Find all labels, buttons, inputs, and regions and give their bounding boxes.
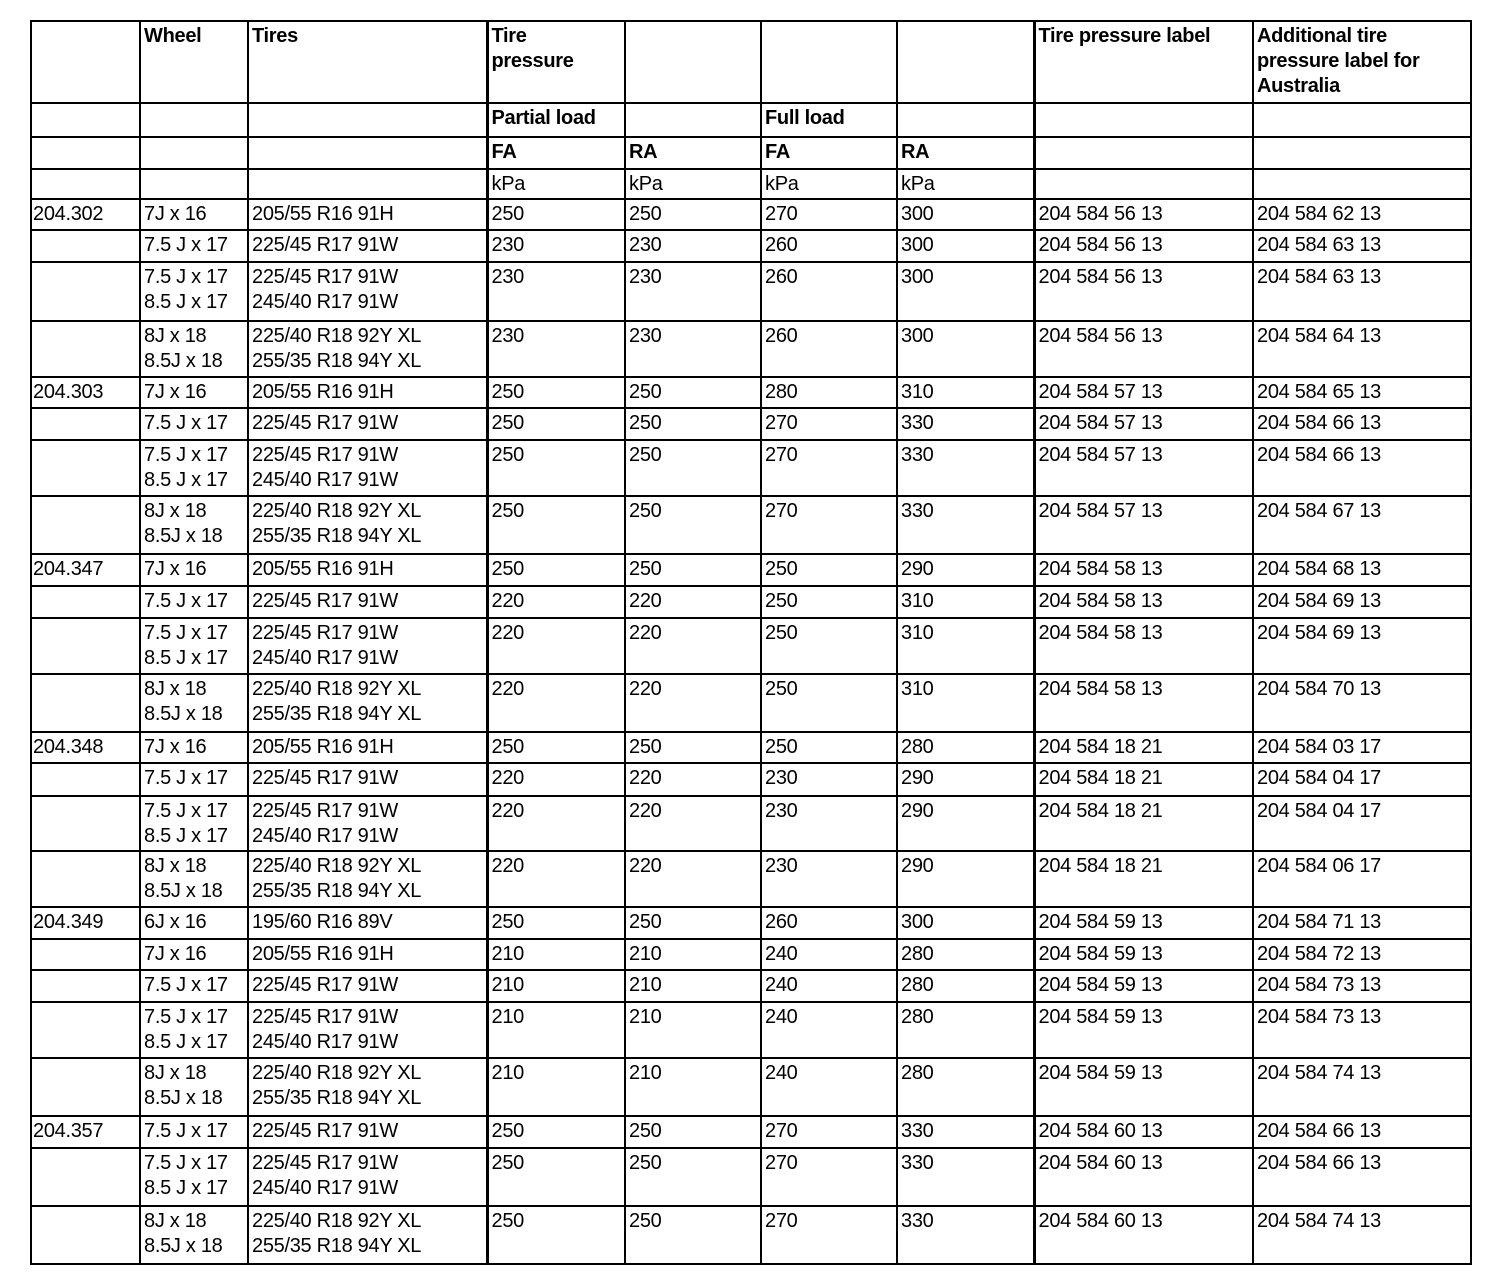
cell-partial-ra: 250 [625,1116,761,1148]
table-row [31,496,1471,554]
cell-label: 204 584 56 13 [1034,199,1253,230]
cell-wheel: 7.5 J x 17 [140,586,248,618]
cell-label-australia: 204 584 66 13 [1253,1116,1471,1148]
cell-full-fa: 240 [761,970,897,1002]
cell-full-ra: 330 [897,1116,1034,1148]
cell-full-fa: 250 [761,674,897,732]
cell-partial-fa: 230 [487,321,625,377]
header-cell-partial-fa: FA [487,137,625,169]
cell-partial-fa: 230 [487,262,625,321]
cell-tires: 225/45 R17 91W [248,586,487,618]
cell-label: 204 584 58 13 [1034,586,1253,618]
cell-partial-ra: 210 [625,1002,761,1058]
header-cell-full-fa: FA [761,137,897,169]
table-row [31,1058,1471,1116]
cell-model [31,262,140,321]
cell-partial-ra: 250 [625,732,761,763]
header-row [31,103,1471,137]
cell-label-australia: 204 584 66 13 [1253,408,1471,440]
cell-label-australia: 204 584 74 13 [1253,1058,1471,1116]
cell-partial-ra: 220 [625,618,761,674]
table-row [31,440,1471,496]
header-cell-label-australia [1253,137,1471,169]
header-cell-label: Tire pressure label [1034,21,1253,103]
cell-full-fa: 270 [761,408,897,440]
header-row [31,21,1471,103]
cell-full-fa: 270 [761,1148,897,1206]
cell-full-ra: 300 [897,230,1034,262]
cell-partial-ra: 210 [625,1058,761,1116]
cell-wheel: 7.5 J x 17 [140,763,248,796]
cell-label: 204 584 60 13 [1034,1148,1253,1206]
cell-wheel: 7J x 16 [140,377,248,408]
cell-label-australia: 204 584 65 13 [1253,377,1471,408]
cell-partial-fa: 220 [487,851,625,907]
cell-tires: 225/45 R17 91W [248,763,487,796]
table-row [31,1148,1471,1206]
cell-full-fa: 230 [761,796,897,851]
cell-full-ra: kPa [897,169,1034,199]
cell-tires: 225/45 R17 91W [248,230,487,262]
cell-wheel: 7J x 16 [140,199,248,230]
cell-label-australia: 204 584 68 13 [1253,554,1471,586]
cell-wheel: 8J x 18 8.5J x 18 [140,1058,248,1116]
cell-full-ra: 310 [897,618,1034,674]
header-cell-wheel [140,103,248,137]
cell-full-ra: 310 [897,586,1034,618]
cell-label-australia [1253,169,1471,199]
cell-wheel: 8J x 18 8.5J x 18 [140,321,248,377]
header-cell-partial-ra [625,103,761,137]
cell-label: 204 584 56 13 [1034,321,1253,377]
cell-label-australia: 204 584 66 13 [1253,1148,1471,1206]
cell-tires: 225/45 R17 91W 245/40 R17 91W [248,262,487,321]
cell-wheel: 8J x 18 8.5J x 18 [140,496,248,554]
cell-tires: 225/45 R17 91W [248,1116,487,1148]
cell-full-fa: 250 [761,732,897,763]
cell-full-ra: 300 [897,262,1034,321]
cell-partial-ra: 250 [625,907,761,939]
cell-partial-ra: 220 [625,796,761,851]
table-row [31,970,1471,1002]
cell-partial-ra: 250 [625,554,761,586]
cell-partial-fa: 220 [487,618,625,674]
cell-label-australia: 204 584 03 17 [1253,732,1471,763]
cell-full-fa: kPa [761,169,897,199]
cell-tires: 225/40 R18 92Y XL 255/35 R18 94Y XL [248,1206,487,1264]
header-cell-partial-ra [625,21,761,103]
cell-label-australia: 204 584 62 13 [1253,199,1471,230]
cell-full-ra: 280 [897,1058,1034,1116]
cell-model: 204.348 [31,732,140,763]
cell-label: 204 584 59 13 [1034,1058,1253,1116]
cell-partial-ra: 220 [625,586,761,618]
cell-label: 204 584 56 13 [1034,262,1253,321]
cell-wheel: 7J x 16 [140,732,248,763]
cell-model [31,796,140,851]
table-row [31,939,1471,970]
table-row [31,732,1471,763]
cell-label: 204 584 58 13 [1034,674,1253,732]
table-row [31,321,1471,377]
cell-tires: 225/45 R17 91W [248,970,487,1002]
cell-label [1034,169,1253,199]
cell-wheel: 8J x 18 8.5J x 18 [140,674,248,732]
cell-wheel: 7.5 J x 17 8.5 J x 17 [140,796,248,851]
cell-full-fa: 250 [761,586,897,618]
header-cell-full-ra [897,103,1034,137]
cell-full-fa: 270 [761,496,897,554]
cell-label-australia: 204 584 71 13 [1253,907,1471,939]
tire-pressure-table [30,20,1472,1265]
cell-full-fa: 270 [761,1116,897,1148]
cell-label-australia: 204 584 72 13 [1253,939,1471,970]
cell-full-fa: 250 [761,618,897,674]
cell-full-fa: 230 [761,851,897,907]
cell-tires: 225/40 R18 92Y XL 255/35 R18 94Y XL [248,321,487,377]
cell-tires: 205/55 R16 91H [248,377,487,408]
cell-partial-fa: 250 [487,1116,625,1148]
header-cell-partial-fa: Partial load [487,103,625,137]
cell-full-ra: 280 [897,732,1034,763]
cell-label-australia: 204 584 04 17 [1253,796,1471,851]
cell-tires: 225/40 R18 92Y XL 255/35 R18 94Y XL [248,851,487,907]
cell-label: 204 584 18 21 [1034,763,1253,796]
cell-partial-ra: 250 [625,1206,761,1264]
table-row [31,907,1471,939]
table-row [31,230,1471,262]
cell-wheel [140,169,248,199]
header-cell-model [31,21,140,103]
cell-label-australia: 204 584 63 13 [1253,230,1471,262]
cell-tires: 225/40 R18 92Y XL 255/35 R18 94Y XL [248,674,487,732]
cell-full-ra: 330 [897,1206,1034,1264]
cell-label-australia: 204 584 64 13 [1253,321,1471,377]
cell-partial-ra: 230 [625,230,761,262]
table-row [31,586,1471,618]
header-cell-label [1034,103,1253,137]
cell-label: 204 584 59 13 [1034,970,1253,1002]
cell-model [31,169,140,199]
cell-full-fa: 260 [761,262,897,321]
cell-partial-ra: 250 [625,1148,761,1206]
cell-wheel: 7.5 J x 17 [140,408,248,440]
cell-full-ra: 300 [897,199,1034,230]
cell-full-fa: 260 [761,230,897,262]
cell-tires: 225/40 R18 92Y XL 255/35 R18 94Y XL [248,496,487,554]
cell-wheel: 7.5 J x 17 8.5 J x 17 [140,1148,248,1206]
cell-full-fa: 240 [761,939,897,970]
cell-model [31,763,140,796]
cell-full-ra: 330 [897,496,1034,554]
cell-partial-fa: 220 [487,674,625,732]
cell-label: 204 584 18 21 [1034,851,1253,907]
cell-label: 204 584 59 13 [1034,939,1253,970]
cell-partial-ra: 230 [625,262,761,321]
cell-model [31,408,140,440]
cell-partial-fa: 210 [487,970,625,1002]
cell-tires: 205/55 R16 91H [248,732,487,763]
cell-model: 204.347 [31,554,140,586]
cell-partial-ra: 250 [625,377,761,408]
table-row [31,262,1471,321]
cell-full-ra: 300 [897,321,1034,377]
cell-label: 204 584 60 13 [1034,1116,1253,1148]
cell-label-australia: 204 584 73 13 [1253,970,1471,1002]
cell-tires [248,169,487,199]
header-cell-partial-fa: Tire pressure [487,21,625,103]
header-cell-model [31,137,140,169]
cell-partial-fa: 220 [487,796,625,851]
cell-tires: 225/40 R18 92Y XL 255/35 R18 94Y XL [248,1058,487,1116]
cell-wheel: 8J x 18 8.5J x 18 [140,1206,248,1264]
cell-partial-ra: 220 [625,763,761,796]
table-row [31,763,1471,796]
cell-label-australia: 204 584 69 13 [1253,586,1471,618]
cell-wheel: 8J x 18 8.5J x 18 [140,851,248,907]
header-cell-wheel: Wheel [140,21,248,103]
cell-full-fa: 270 [761,199,897,230]
cell-wheel: 7.5 J x 17 [140,1116,248,1148]
cell-full-fa: 280 [761,377,897,408]
cell-full-fa: 260 [761,907,897,939]
cell-partial-fa: 250 [487,199,625,230]
cell-label: 204 584 56 13 [1034,230,1253,262]
cell-partial-fa: 250 [487,1148,625,1206]
cell-tires: 205/55 R16 91H [248,939,487,970]
cell-label: 204 584 59 13 [1034,907,1253,939]
cell-partial-fa: kPa [487,169,625,199]
cell-partial-fa: 210 [487,1002,625,1058]
cell-label-australia: 204 584 74 13 [1253,1206,1471,1264]
header-cell-model [31,103,140,137]
cell-full-fa: 260 [761,321,897,377]
cell-label-australia: 204 584 06 17 [1253,851,1471,907]
table-row [31,199,1471,230]
cell-tires: 205/55 R16 91H [248,199,487,230]
cell-partial-fa: 250 [487,554,625,586]
cell-label-australia: 204 584 69 13 [1253,618,1471,674]
cell-partial-ra: 230 [625,321,761,377]
cell-model [31,674,140,732]
cell-label: 204 584 18 21 [1034,796,1253,851]
cell-model [31,230,140,262]
cell-partial-fa: 250 [487,1206,625,1264]
cell-model [31,851,140,907]
cell-wheel: 6J x 16 [140,907,248,939]
cell-tires: 195/60 R16 89V [248,907,487,939]
table-row [31,851,1471,907]
table-row [31,796,1471,851]
cell-wheel: 7.5 J x 17 8.5 J x 17 [140,262,248,321]
cell-partial-ra: kPa [625,169,761,199]
header-cell-tires [248,103,487,137]
cell-label: 204 584 57 13 [1034,440,1253,496]
cell-full-ra: 280 [897,939,1034,970]
cell-partial-ra: 250 [625,408,761,440]
cell-partial-fa: 250 [487,732,625,763]
cell-wheel: 7.5 J x 17 8.5 J x 17 [140,440,248,496]
header-cell-label-australia [1253,103,1471,137]
cell-full-ra: 290 [897,554,1034,586]
cell-partial-fa: 250 [487,907,625,939]
cell-model [31,496,140,554]
header-cell-wheel [140,137,248,169]
cell-partial-ra: 250 [625,199,761,230]
header-cell-tires: Tires [248,21,487,103]
cell-full-fa: 250 [761,554,897,586]
cell-full-fa: 230 [761,763,897,796]
cell-full-ra: 280 [897,970,1034,1002]
cell-tires: 225/45 R17 91W 245/40 R17 91W [248,440,487,496]
header-row [31,169,1471,199]
cell-full-ra: 290 [897,796,1034,851]
cell-full-ra: 290 [897,763,1034,796]
table-row [31,1206,1471,1264]
cell-model [31,321,140,377]
cell-partial-ra: 220 [625,851,761,907]
header-cell-full-ra [897,21,1034,103]
table-row [31,1116,1471,1148]
cell-full-ra: 330 [897,408,1034,440]
cell-wheel: 7.5 J x 17 8.5 J x 17 [140,618,248,674]
cell-model: 204.349 [31,907,140,939]
cell-full-ra: 300 [897,907,1034,939]
header-row [31,137,1471,169]
cell-full-ra: 310 [897,674,1034,732]
cell-full-ra: 330 [897,1148,1034,1206]
cell-model [31,970,140,1002]
cell-label: 204 584 59 13 [1034,1002,1253,1058]
cell-partial-fa: 220 [487,586,625,618]
cell-partial-fa: 210 [487,939,625,970]
header-cell-full-fa: Full load [761,103,897,137]
cell-model [31,1002,140,1058]
cell-partial-ra: 220 [625,674,761,732]
cell-wheel: 7J x 16 [140,939,248,970]
cell-model: 204.302 [31,199,140,230]
cell-label-australia: 204 584 70 13 [1253,674,1471,732]
cell-model [31,618,140,674]
cell-label: 204 584 58 13 [1034,618,1253,674]
cell-partial-ra: 250 [625,440,761,496]
cell-label: 204 584 58 13 [1034,554,1253,586]
cell-model: 204.303 [31,377,140,408]
cell-model [31,1206,140,1264]
cell-tires: 205/55 R16 91H [248,554,487,586]
cell-tires: 225/45 R17 91W 245/40 R17 91W [248,796,487,851]
cell-label: 204 584 57 13 [1034,377,1253,408]
cell-partial-ra: 210 [625,970,761,1002]
cell-partial-fa: 250 [487,377,625,408]
table-row [31,618,1471,674]
cell-model [31,1148,140,1206]
table-body [31,21,1471,1264]
header-cell-full-ra: RA [897,137,1034,169]
cell-tires: 225/45 R17 91W [248,408,487,440]
cell-label-australia: 204 584 63 13 [1253,262,1471,321]
header-cell-tires [248,137,487,169]
cell-partial-fa: 230 [487,230,625,262]
cell-model [31,586,140,618]
cell-partial-ra: 210 [625,939,761,970]
header-cell-label [1034,137,1253,169]
cell-tires: 225/45 R17 91W 245/40 R17 91W [248,1002,487,1058]
cell-full-fa: 270 [761,1206,897,1264]
cell-full-ra: 330 [897,440,1034,496]
cell-full-ra: 290 [897,851,1034,907]
cell-full-fa: 270 [761,440,897,496]
table-row [31,408,1471,440]
table-row [31,554,1471,586]
cell-partial-fa: 210 [487,1058,625,1116]
cell-tires: 225/45 R17 91W 245/40 R17 91W [248,1148,487,1206]
cell-wheel: 7J x 16 [140,554,248,586]
cell-model [31,939,140,970]
table-row [31,1002,1471,1058]
cell-wheel: 7.5 J x 17 [140,970,248,1002]
cell-wheel: 7.5 J x 17 8.5 J x 17 [140,1002,248,1058]
cell-model [31,1058,140,1116]
cell-label-australia: 204 584 73 13 [1253,1002,1471,1058]
cell-label: 204 584 18 21 [1034,732,1253,763]
cell-full-fa: 240 [761,1058,897,1116]
cell-label-australia: 204 584 67 13 [1253,496,1471,554]
cell-full-ra: 310 [897,377,1034,408]
cell-label-australia: 204 584 66 13 [1253,440,1471,496]
cell-partial-fa: 220 [487,763,625,796]
cell-partial-fa: 250 [487,440,625,496]
table-row [31,674,1471,732]
cell-partial-fa: 250 [487,496,625,554]
header-cell-full-fa [761,21,897,103]
cell-label-australia: 204 584 04 17 [1253,763,1471,796]
cell-tires: 225/45 R17 91W 245/40 R17 91W [248,618,487,674]
cell-full-ra: 280 [897,1002,1034,1058]
cell-partial-fa: 250 [487,408,625,440]
table-row [31,377,1471,408]
cell-model [31,440,140,496]
header-cell-partial-ra: RA [625,137,761,169]
cell-partial-ra: 250 [625,496,761,554]
cell-label: 204 584 60 13 [1034,1206,1253,1264]
cell-model: 204.357 [31,1116,140,1148]
cell-full-fa: 240 [761,1002,897,1058]
cell-label: 204 584 57 13 [1034,496,1253,554]
cell-label: 204 584 57 13 [1034,408,1253,440]
header-cell-label-australia: Additional tire pressure label for Australia [1253,21,1471,103]
cell-wheel: 7.5 J x 17 [140,230,248,262]
